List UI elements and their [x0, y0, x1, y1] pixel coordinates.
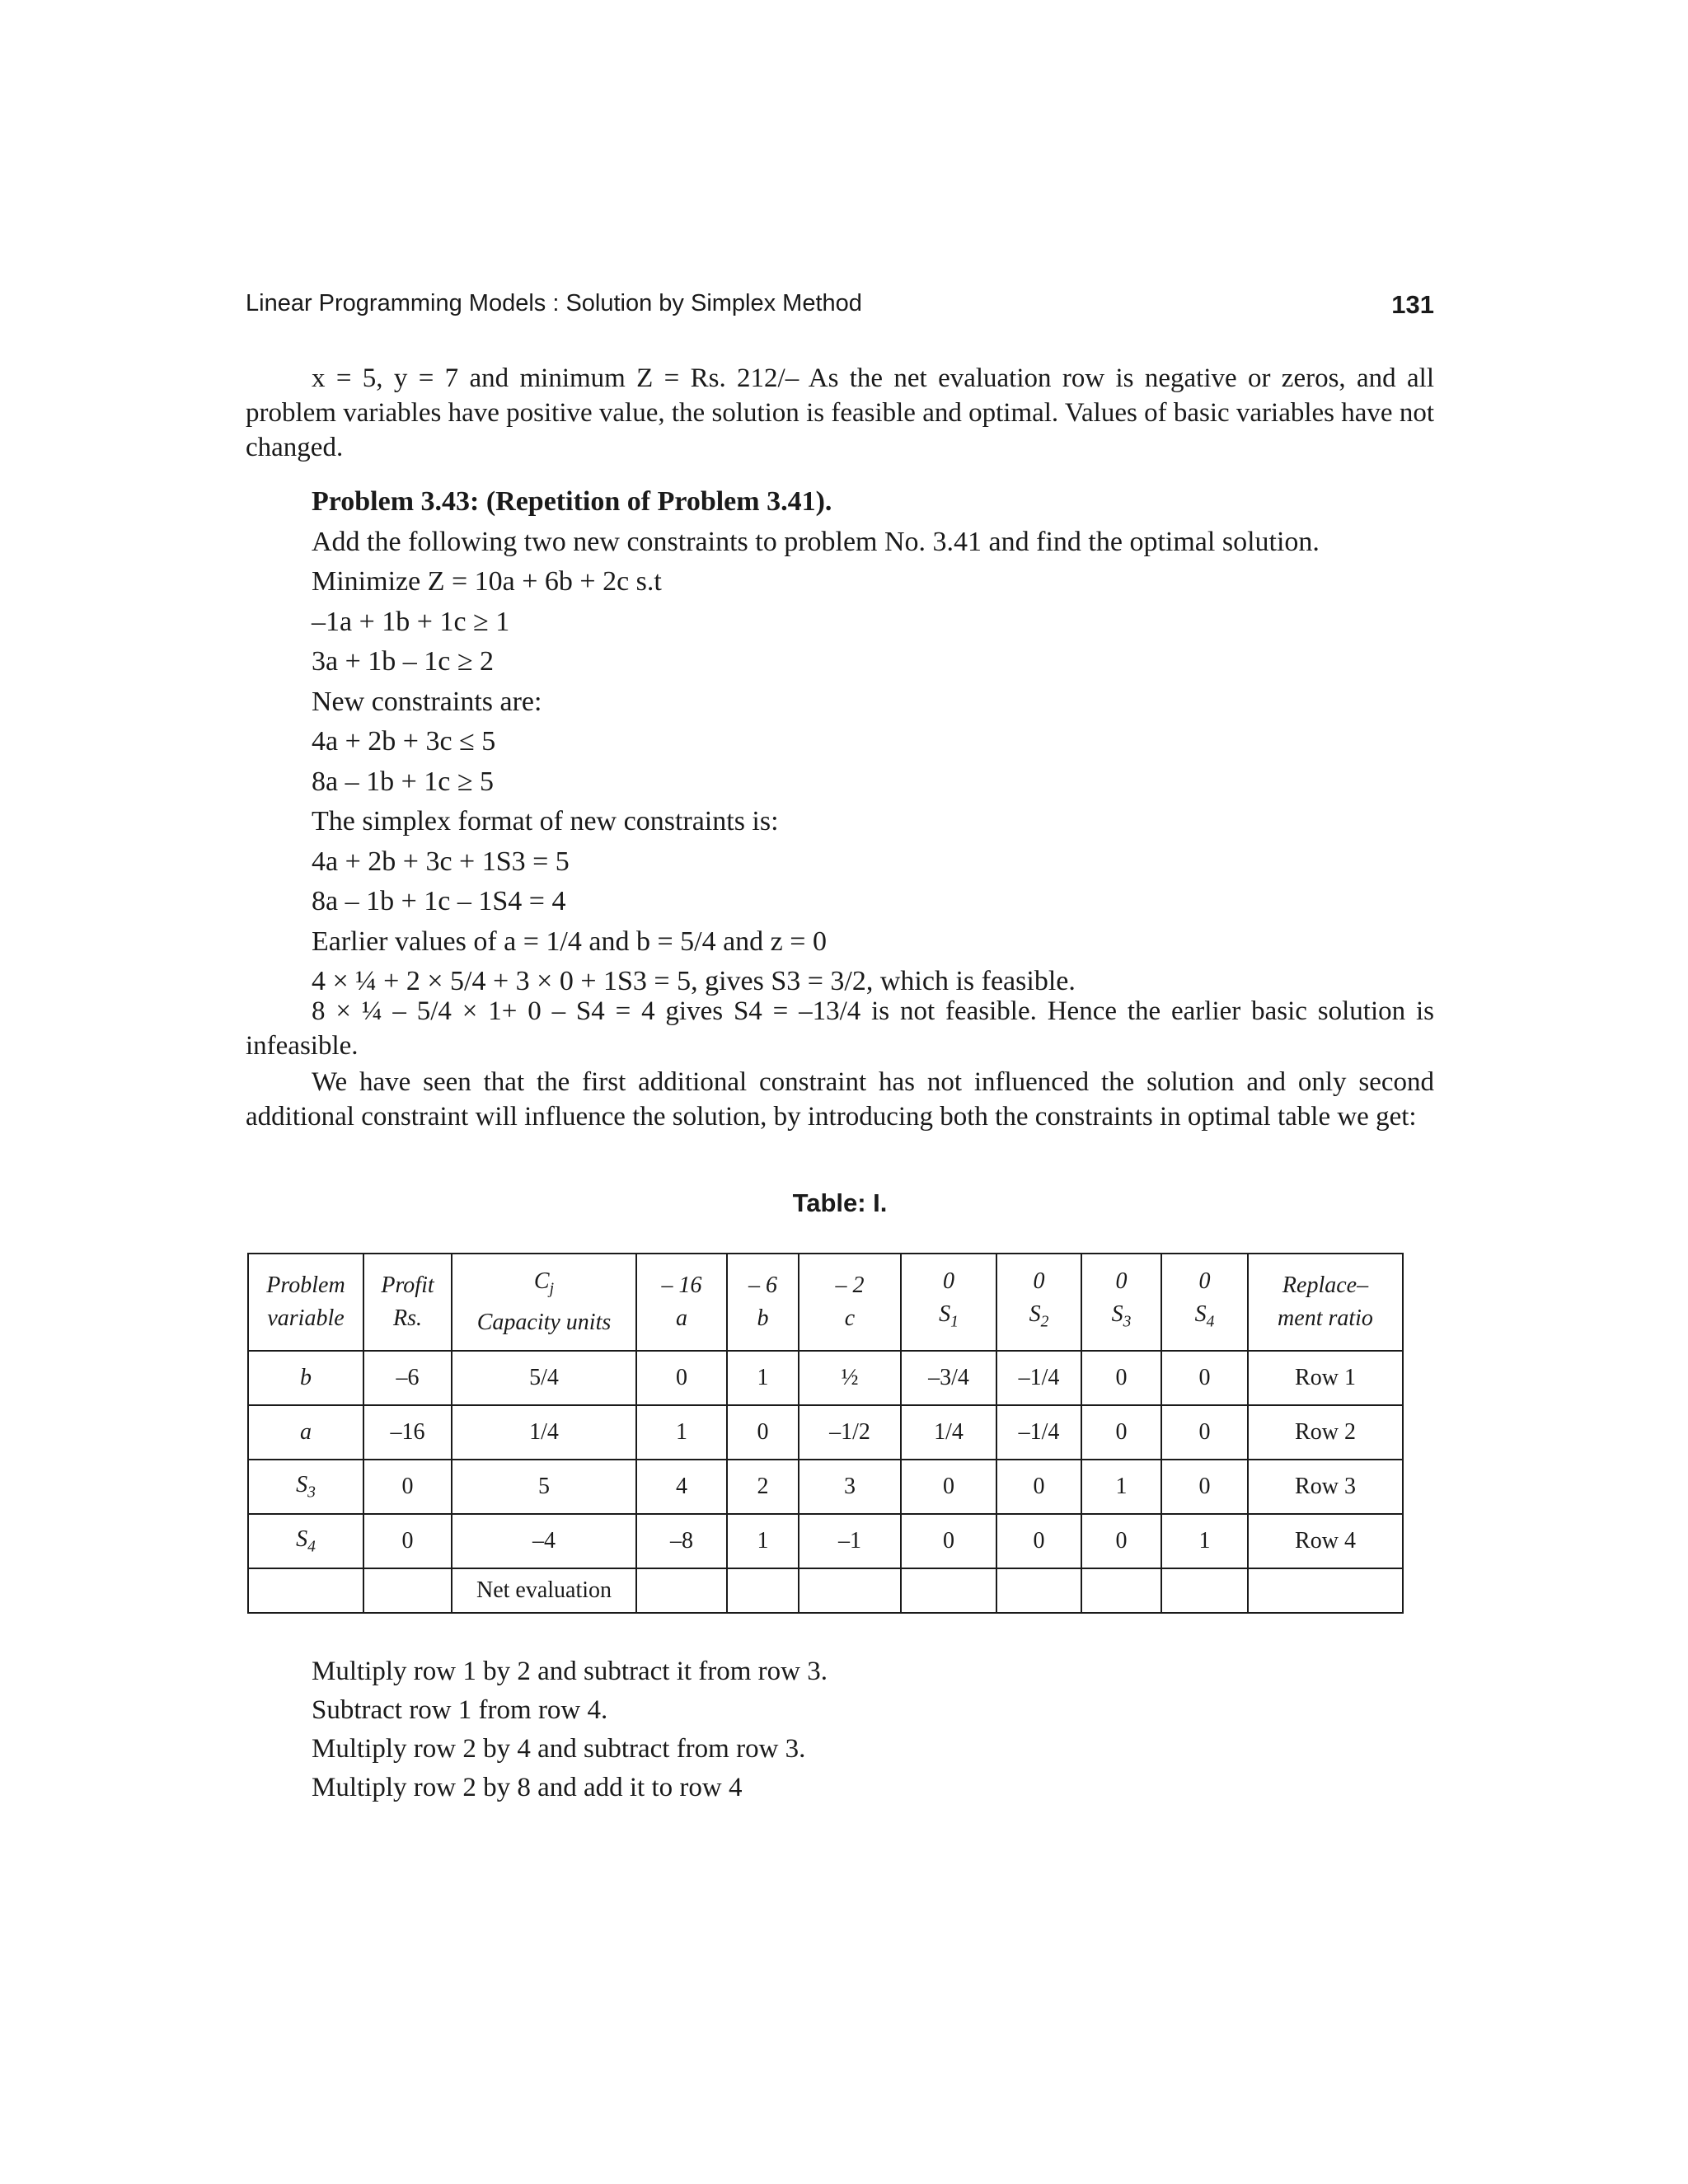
table-cell [1161, 1568, 1248, 1613]
table-cell: $S_3$ [248, 1460, 363, 1514]
table-cell: 5/4 [452, 1351, 636, 1405]
table-cell [636, 1568, 727, 1613]
col-profit-line1: Profit [381, 1272, 434, 1298]
col-a-line1: – 16 [661, 1272, 702, 1298]
table-cell: –1/4 [996, 1351, 1081, 1405]
table-cell: 4 [636, 1460, 727, 1514]
col-cj-line1: $C_j$ [533, 1268, 555, 1298]
constraint-2: 3a + 1b – 1c ≥ 2 [312, 646, 495, 677]
table-cell: 3 [799, 1460, 901, 1514]
table-row [248, 1460, 1403, 1514]
table-cell: 0 [363, 1514, 452, 1568]
table-row [248, 1405, 1403, 1460]
table-cell: –4 [452, 1514, 636, 1568]
col-b-line2: b [757, 1305, 769, 1331]
table-cell: 1/4 [452, 1405, 636, 1460]
table-cell: Row 3 [1248, 1460, 1403, 1514]
col-s1 [901, 1254, 996, 1351]
simplex-format-label: The simplex format of new constraints is: [312, 806, 779, 837]
table-cell: 1/4 [901, 1405, 996, 1460]
table-cell: Row 4 [1248, 1514, 1403, 1568]
objective-function: Minimize Z = 10a + 6b + 2c s.t [312, 566, 662, 597]
table-cell: Row 1 [1248, 1351, 1403, 1405]
feasibility-check-1: 4 × ¼ + 2 × 5/4 + 3 × 0 + 1S3 = 5, gives S3 = 3/2, which is feasible. [312, 966, 1076, 996]
col-problem-variable-line1: Problem [266, 1272, 345, 1298]
table-row [248, 1351, 1403, 1405]
table-cell: b [248, 1351, 363, 1405]
table-cell [363, 1568, 452, 1613]
page-number: 131 [1391, 290, 1434, 319]
table-cell: 0 [901, 1460, 996, 1514]
table-cell [1248, 1568, 1403, 1613]
table-cell: 1 [636, 1405, 727, 1460]
table-cell: a [248, 1405, 363, 1460]
problem-block [312, 482, 1434, 1002]
table-cell: 0 [1161, 1405, 1248, 1460]
table-caption: Table: I. [792, 1188, 888, 1217]
table-cell: –1/4 [996, 1405, 1081, 1460]
net-evaluation-row [248, 1568, 1403, 1613]
table-cell [901, 1568, 996, 1613]
table-cell [799, 1568, 901, 1613]
table-cell: –8 [636, 1514, 727, 1568]
col-ratio [1248, 1254, 1403, 1351]
col-c [799, 1254, 901, 1351]
table-cell: –6 [363, 1351, 452, 1405]
table-cell: –1 [799, 1514, 901, 1568]
col-b [727, 1254, 799, 1351]
table-cell: $S_4$ [248, 1514, 363, 1568]
observation-text: We have seen that the first additional constraint has not influenced the solution and only second additional constraint will influence the solution, by introducing both the constraints in optimal table we get: [246, 1067, 1434, 1132]
table-cell: –1/2 [799, 1405, 901, 1460]
col-s3-line2: $S_3$ [1111, 1301, 1132, 1331]
col-cj [452, 1254, 636, 1351]
col-s3-line1: 0 [1115, 1268, 1128, 1295]
col-problem-variable-line2: variable [267, 1305, 345, 1331]
table-row [248, 1514, 1403, 1568]
col-ratio-line1: Replace– [1282, 1272, 1369, 1298]
table-cell [727, 1568, 799, 1613]
table-cell [248, 1568, 363, 1613]
intro-paragraph [246, 361, 1434, 465]
table-cell: –3/4 [901, 1351, 996, 1405]
table-cell: 0 [363, 1460, 452, 1514]
step-item: Subtract row 1 from row 4. [312, 1695, 608, 1725]
new-constraint-1: 4a + 2b + 3c ≤ 5 [312, 726, 496, 757]
table-cell: 0 [1161, 1460, 1248, 1514]
table-cell: 0 [727, 1405, 799, 1460]
table-header-row [248, 1254, 1403, 1351]
col-profit [363, 1254, 452, 1351]
step-item: Multiply row 2 by 4 and subtract from row 3. [312, 1734, 806, 1764]
table-cell: 0 [1081, 1351, 1161, 1405]
steps-list [312, 1652, 828, 1807]
col-c-line2: c [844, 1305, 856, 1331]
step-item: Multiply row 2 by 8 and add it to row 4 [312, 1773, 743, 1802]
table-cell: 0 [1081, 1514, 1161, 1568]
col-profit-line2: Rs. [393, 1305, 422, 1331]
new-constraints-label: New constraints are: [312, 686, 542, 717]
col-s2 [996, 1254, 1081, 1351]
col-s1-line2: $S_1$ [939, 1301, 959, 1331]
col-s3 [1081, 1254, 1161, 1351]
table-cell: 0 [996, 1460, 1081, 1514]
net-evaluation-label: Net evaluation [452, 1568, 636, 1613]
col-cj-line2: Capacity units [476, 1309, 612, 1335]
table-cell: 2 [727, 1460, 799, 1514]
table-cell: 1 [1161, 1514, 1248, 1568]
col-a-line2: a [676, 1305, 687, 1331]
table-cell: 0 [901, 1514, 996, 1568]
feasibility-check-2: 8 × ¼ – 5/4 × 1+ 0 – S4 = 4 gives S4 = –13/4 is not feasible. Hence the earlier basic solution is infeasible. [246, 996, 1434, 1061]
simplex-constraint-2: 8a – 1b + 1c – 1S4 = 4 [312, 886, 566, 916]
intro-text: x = 5, y = 7 and minimum Z = Rs. 212/– As the net evaluation row is negative or zeros, and all problem variables have positive value, the solution is feasible and optimal. Values of basic variables have not changed. [246, 363, 1434, 462]
observation-block [246, 1065, 1434, 1134]
col-s4 [1161, 1254, 1248, 1351]
problem-statement: Add the following two new constraints to problem No. 3.41 and find the optimal solution. [312, 526, 1320, 557]
table-cell: 0 [996, 1514, 1081, 1568]
table-cell [996, 1568, 1081, 1613]
col-s4-line2: $S_4$ [1194, 1301, 1215, 1331]
table-cell: ½ [799, 1351, 901, 1405]
col-problem-variable [248, 1254, 363, 1351]
table-cell: –16 [363, 1405, 452, 1460]
earlier-values: Earlier values of a = 1/4 and b = 5/4 and z = 0 [312, 926, 827, 957]
table-cell: Row 2 [1248, 1405, 1403, 1460]
running-head [246, 290, 1434, 317]
new-constraint-2: 8a – 1b + 1c ≥ 5 [312, 766, 495, 797]
col-ratio-line2: ment ratio [1278, 1305, 1373, 1331]
constraint-1: –1a + 1b + 1c ≥ 1 [312, 606, 510, 637]
col-s1-line1: 0 [943, 1268, 954, 1295]
table-cell: 1 [727, 1351, 799, 1405]
simplex-table [247, 1253, 1404, 1614]
simplex-constraint-1: 4a + 2b + 3c + 1S3 = 5 [312, 846, 570, 877]
col-s2-line2: $S_2$ [1029, 1301, 1049, 1331]
table-cell: 1 [1081, 1460, 1161, 1514]
table-cell: 5 [452, 1460, 636, 1514]
step-item: Multiply row 1 by 2 and subtract it from row 3. [312, 1657, 828, 1686]
feasibility-check-2-block [246, 994, 1434, 1063]
col-b-line1: – 6 [748, 1272, 777, 1298]
problem-heading: Problem 3.43: (Repetition of Problem 3.41). [312, 486, 832, 517]
col-s2-line1: 0 [1033, 1268, 1045, 1295]
col-a [636, 1254, 727, 1351]
table-cell [1081, 1568, 1161, 1613]
table-cell: 0 [636, 1351, 727, 1405]
table-cell: 0 [1081, 1405, 1161, 1460]
running-head-title: Linear Programming Models : Solution by Simplex Method [246, 290, 862, 316]
col-c-line1: – 2 [835, 1272, 865, 1298]
col-s4-line1: 0 [1198, 1268, 1211, 1295]
table-cell: 1 [727, 1514, 799, 1568]
table-cell: 0 [1161, 1351, 1248, 1405]
